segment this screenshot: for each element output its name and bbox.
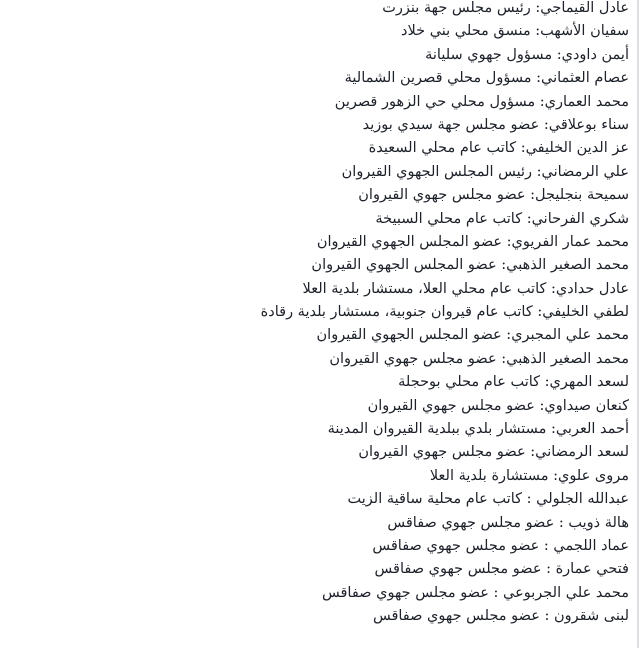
list-item: محمد علي المجبري: عضو المجلس الجهوي القيروان <box>316 327 629 344</box>
list-item: لبنى شقرون : عضو مجلس جهوي صفاقس <box>372 608 629 625</box>
list-item: أيمن داودي: مسؤول جهوي سليانة <box>425 46 629 63</box>
list-item: محمد علي الجربوعي : عضو مجلس جهوي صفاقس <box>322 584 629 601</box>
list-item: محمد الصغير الذهبي: عضو مجلس جهوي القيروان <box>329 350 629 367</box>
list-item: لسعد الرمضاني: عضو مجلس جهوي القيروان <box>358 444 629 461</box>
list-item: شكري الفرحاني: كاتب عام محلي السبيخة <box>375 210 629 227</box>
list-item: سناء بوعلاقي: عضو مجلس جهة سيدي بوزيد <box>362 116 629 133</box>
list-item: محمد الصغير الذهبي: عضو المجلس الجهوي القيروان <box>311 257 629 274</box>
list-item: كنعان صيداوي: عضو مجلس جهوي القيروان <box>367 397 629 414</box>
list-item: عادل القيماجي: رئيس مجلس جهة بنزرت <box>382 0 629 16</box>
list-item: عصام العثماني: مسؤول محلي قصرين الشمالية <box>344 70 629 87</box>
list-item: عادل حدادي: كاتب عام محلي العلا، مستشار بلدية العلا <box>302 280 629 297</box>
list-item: لطفي الخليفي: كاتب عام قيروان جنوبية، مستشار بلدية رقادة <box>260 304 629 321</box>
list-item: محمد العماري: مسؤول محلي حي الزهور قصرين <box>334 93 629 110</box>
list-item: أحمد العربي: مستشار بلدي ببلدية القيروان المدينة <box>327 421 629 438</box>
list-item: سميحة بنجليجل: عضو مجلس جهوي القيروان <box>358 187 629 204</box>
list-item: فتحي عمارة : عضو مجلس جهوي صفاقس <box>374 561 629 578</box>
list-item: مروى علوي: مستشارة بلدية العلا <box>429 467 629 484</box>
list-item: علي الرمضاني: رئيس المجلس الجهوي القيروان <box>341 163 629 180</box>
list-item: لسعد المهري: كاتب عام محلي بوحجلة <box>398 374 629 391</box>
list-item: محمد عمار الفريوي: عضو المجلس الجهوي القيروان <box>316 233 629 250</box>
list-item: عبدالله الجلولي : كاتب عام محلية ساقية الزيت <box>347 491 629 508</box>
list-item: هالة ذويب : عضو مجلس جهوي صفاقس <box>387 514 629 531</box>
list-item: عماد اللجمي : عضو مجلس جهوي صفاقس <box>372 537 629 554</box>
list-item: سفيان الأشهب: منسق محلي بني خلاد <box>401 23 629 40</box>
list-item: عز الدين الخليفي: كاتب عام محلي السعيدة <box>368 140 629 157</box>
